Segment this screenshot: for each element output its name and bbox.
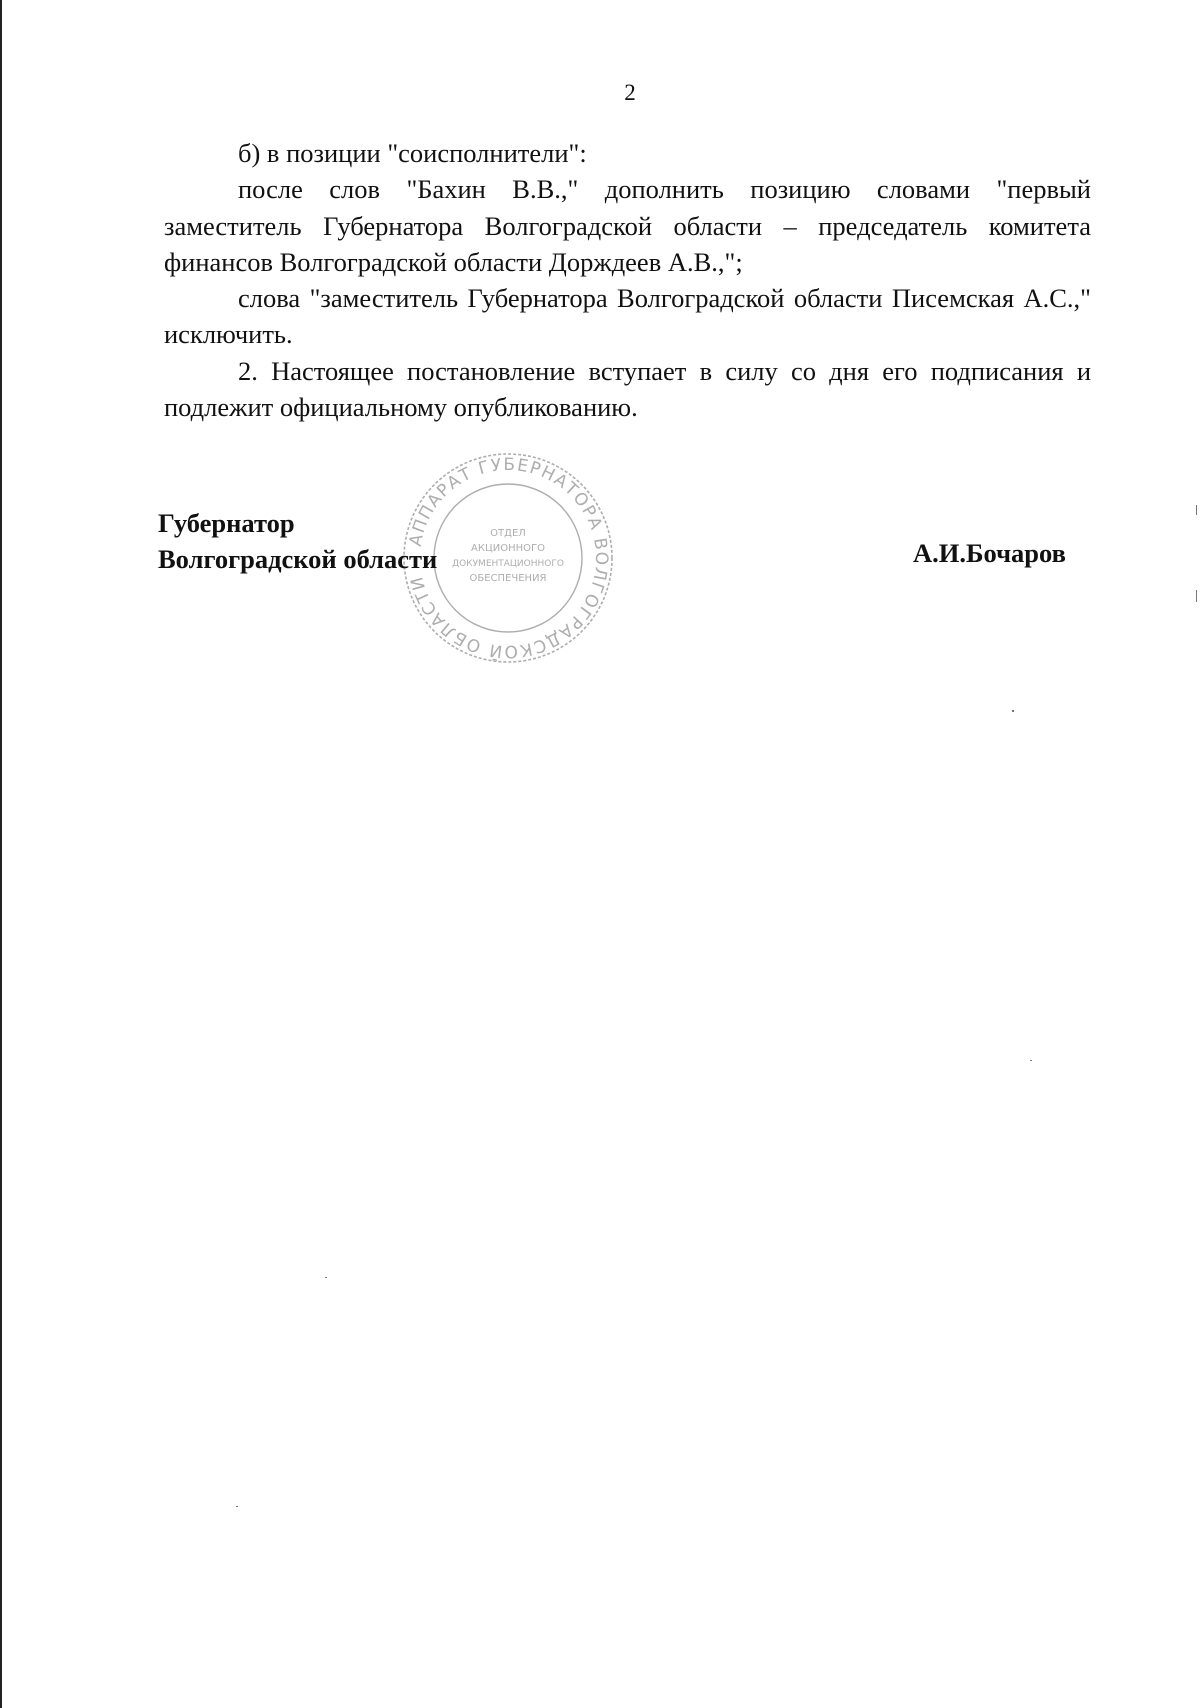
- signatory-title: [158, 505, 437, 577]
- scan-speck: [1012, 710, 1014, 712]
- scan-speck: [1030, 1060, 1032, 1061]
- seal-inner-line-1: ОТДЕЛ: [490, 528, 526, 539]
- paragraph-effective-date: 2. Настоящее постановление вступает в силу со дня его подписания и подлежит официальному опубликованию.: [164, 355, 1091, 423]
- seal-inner-line-4: ОБЕСПЕЧЕНИЯ: [469, 573, 547, 584]
- document-body: [164, 135, 1091, 425]
- scan-speck: [325, 1277, 327, 1278]
- page-number: 2: [624, 80, 636, 105]
- scan-speck: [236, 1506, 238, 1507]
- seal-inner-line-3: ДОКУМЕНТАЦИОННОГО: [452, 559, 564, 569]
- signatory-name: А.И.Бочаров: [913, 538, 1066, 568]
- signatory-title-line-2: Волгоградской области: [158, 544, 438, 574]
- signatory-title-line-1: Губернатор: [158, 508, 295, 538]
- scan-left-edge: [0, 0, 2, 1708]
- seal-inner-line-2: АКЦИОННОГО: [471, 543, 545, 554]
- seal-outer-text-path: АППАРАТ ГУБЕРНАТОРА ВОЛГОГРАДСКОЙ ОБЛАСТИ: [405, 454, 612, 662]
- scan-speck: [1196, 505, 1197, 515]
- paragraph-add-words: после слов "Бахин В.В.," дополнить позицию словами "первый заместитель Губернатора Волгоградской области – председатель комитета финансов Волгоградской области Дорждеев А.В.,";: [164, 174, 1091, 277]
- paragraph-co-executors: б) в позиции "соисполнители":: [238, 138, 587, 168]
- seal-middle-ring: [434, 484, 582, 632]
- paragraph-exclude-words: слова "заместитель Губернатора Волгоградской области Писемская А.С.," исключить.: [164, 283, 1091, 350]
- scan-speck: [1196, 590, 1197, 602]
